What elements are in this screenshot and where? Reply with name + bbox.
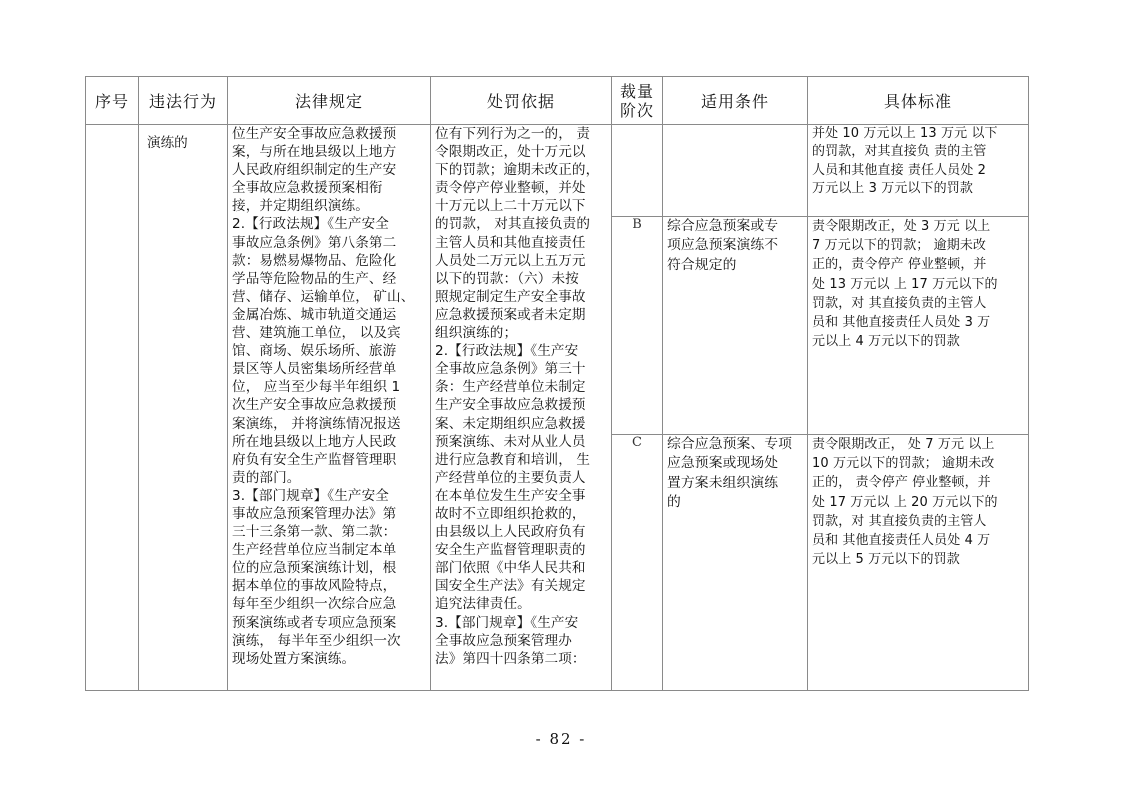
text-line: 并处 10 万元以上 13 万元 以下: [812, 126, 998, 141]
text-line: 生产经营单位应当制定本单: [232, 542, 397, 559]
text-line: 责令限期改正， 处 7 万元 以上: [812, 437, 995, 452]
text-line: 所在地县级以上地方人民政: [232, 433, 397, 450]
text-line: 令限期改正，处十万元以: [435, 144, 586, 161]
text-line: 营、建筑施工单位， 以及宾: [232, 325, 401, 342]
text-line: 综合应急预案、专项: [667, 436, 793, 452]
header-standard: 具体标准: [808, 77, 1029, 125]
text-line: 责的部门。: [232, 469, 301, 486]
text-line: 每年至少组织一次综合应急: [232, 596, 397, 613]
text-line: 员和 其他直接责任人员处 3 万: [812, 314, 991, 330]
serial-number-cell: [86, 125, 139, 691]
text-line: 3.【部门规章】《生产安: [435, 614, 579, 631]
violation-cell: [139, 125, 228, 691]
table-row: [86, 125, 1029, 217]
standard-cell: [808, 435, 1029, 691]
text-line: 预案演练或者专项应急预案: [232, 614, 397, 631]
text-line: 人员和其他直接 责任人员处 2: [812, 162, 987, 178]
text-line: 3.【部门规章】《生产安全: [232, 487, 390, 504]
basis-text: [431, 125, 611, 668]
text-line: 正的， 责令停产 停业整顿，并: [812, 475, 991, 491]
text-line: 10 万元以下的罚款； 逾期未改: [812, 456, 995, 472]
page-number: - 82 -: [535, 730, 587, 748]
text-line: 据本单位的事故风险特点，: [232, 578, 397, 595]
standard-text: [808, 435, 1028, 569]
text-line: 全事故应急预案管理办: [435, 632, 572, 649]
text-line: 应急预案或现场处: [667, 455, 779, 472]
text-line: 营、储存、运输单位， 矿山、: [232, 288, 415, 305]
text-line: 安全生产监督管理职责的: [435, 542, 586, 559]
text-line: 故时不立即组织抢救的，: [435, 505, 586, 522]
header-no: 序号: [86, 77, 139, 125]
text-line: 全事故应急条例》第三十: [435, 361, 586, 378]
text-line: 元以上 5 万元以下的罚款: [812, 552, 960, 568]
text-line: 产经营单位的主要负责人: [435, 469, 586, 486]
text-line: 条：生产经营单位未制定: [435, 379, 586, 396]
text-line: 照规定制定生产安全事故: [435, 288, 586, 305]
header-basis: 处罚依据: [431, 77, 612, 125]
header-level: [612, 77, 663, 125]
text-line: 员和 其他直接责任人员处 4 万: [812, 532, 991, 548]
text-line: 的罚款， 对其直接负责的: [435, 216, 591, 233]
text-line: 国安全生产法》有关规定: [435, 578, 586, 595]
condition-cell: [663, 217, 808, 435]
text-line: 由县级以上人民政府负有: [435, 524, 586, 541]
text-line: 的罚款，对其直接负 责的主管: [812, 144, 987, 160]
text-line: 人民政府组织制定的生产安: [232, 162, 397, 179]
text-line: 全事故应急救援预案相衔: [232, 180, 383, 197]
text-line: 主管人员和其他直接责任: [435, 234, 586, 251]
text-line: 罚款，对 其直接负责的主管人: [812, 295, 987, 311]
text-line: 事故应急条例》第八条第二: [232, 234, 397, 251]
text-line: 罚款，对 其直接负责的主管人: [812, 513, 987, 529]
standard-cell: [808, 125, 1029, 217]
condition-cell: [663, 435, 808, 691]
penalty-standard-table: [85, 76, 1029, 691]
text-line: 组织演练的；: [435, 325, 518, 342]
text-line: 在本单位发生生产安全事: [435, 487, 586, 504]
text-line: 金属冶炼、城市轨道交通运: [232, 306, 397, 323]
law-text: [228, 125, 430, 668]
header-condition: 适用条件: [663, 77, 808, 125]
level-cell: [612, 125, 663, 217]
violation-text: 演练的: [147, 135, 188, 151]
text-line: 事故应急预案管理办法》第: [232, 505, 397, 522]
text-line: 责令停产停业整顿，并处: [435, 180, 586, 197]
text-line: 位生产安全事故应急救援预: [232, 126, 397, 142]
text-line: 正的，责令停产 停业整顿，并: [812, 257, 987, 273]
text-line: 府负有安全生产监督管理职: [232, 451, 397, 468]
standard-text: [808, 125, 1028, 199]
basis-cell: [431, 125, 612, 691]
text-line: 案，与所在地县级以上地方: [232, 144, 397, 161]
text-line: 法》第四十四条第二项：: [435, 650, 586, 667]
text-line: 预案演练、未对从业人员: [435, 433, 586, 450]
text-line: 部门依照《中华人民共和: [435, 560, 586, 577]
text-line: 十万元以上二十万元以下: [435, 198, 586, 215]
text-line: 以下的罚款：（六）未按: [435, 270, 579, 287]
text-line: 的: [667, 494, 681, 511]
header-level-line-2: 阶次: [619, 100, 654, 120]
text-line: 接，并定期组织演练。: [232, 198, 369, 215]
text-line: 进行应急教育和培训， 生: [435, 451, 591, 468]
table-header-row: [86, 77, 1029, 125]
text-line: 馆、商场、娱乐场所、旅游: [232, 343, 397, 360]
text-line: 下的罚款；逾期未改正的，: [435, 162, 600, 179]
text-line: 责令限期改正，处 3 万元 以上: [812, 219, 991, 234]
law-cell: [228, 125, 431, 691]
text-line: 应急救援预案或者未定期: [435, 306, 586, 323]
text-line: 案演练， 并将演练情况报送: [232, 415, 401, 432]
text-line: 次生产安全事故应急救援预: [232, 397, 397, 414]
header-violation: 违法行为: [139, 77, 228, 125]
text-line: 人员处二万元以上五万元: [435, 252, 586, 269]
level-cell: B: [612, 217, 663, 435]
text-line: 7 万元以下的罚款； 逾期未改: [812, 238, 987, 254]
text-line: 学品等危险物品的生产、经: [232, 270, 397, 287]
text-line: 三十三条第一款、第二款：: [232, 524, 397, 541]
text-line: 景区等人员密集场所经营单: [232, 361, 397, 378]
standard-text: [808, 217, 1028, 351]
text-line: 位的应急预案演练计划，根: [232, 560, 397, 577]
level-cell: C: [612, 435, 663, 691]
condition-text: [663, 217, 807, 275]
text-line: 案、未定期组织应急救援: [435, 415, 586, 432]
standard-cell: [808, 217, 1029, 435]
text-line: 款：易燃易爆物品、危险化: [232, 252, 397, 269]
text-line: 2.【行政法规】《生产安: [435, 343, 579, 360]
text-line: 追究法律责任。: [435, 596, 531, 613]
text-line: 元以上 4 万元以下的罚款: [812, 334, 960, 350]
text-line: 万元以上 3 万元以下的罚款: [812, 181, 973, 197]
condition-text: [663, 435, 807, 513]
text-line: 处 13 万元以 上 17 万元以下的: [812, 276, 998, 292]
text-line: 置方案未组织演练: [667, 474, 779, 491]
condition-cell: [663, 125, 808, 217]
text-line: 项应急预案演练不: [667, 237, 779, 254]
text-line: 处 17 万元以 上 20 万元以下的: [812, 494, 998, 510]
text-line: 现场处置方案演练。: [232, 650, 356, 667]
text-line: 2.【行政法规】《生产安全: [232, 216, 390, 233]
text-line: 位有下列行为之一的， 责: [435, 126, 591, 142]
text-line: 位， 应当至少每半年组织 1: [232, 379, 401, 396]
header-level-line-1: 裁量: [619, 81, 654, 101]
text-line: 生产安全事故应急救援预: [435, 397, 586, 414]
text-line: 综合应急预案或专: [667, 218, 779, 234]
text-line: 符合规定的: [667, 256, 737, 273]
header-law: 法律规定: [228, 77, 431, 125]
text-line: 演练， 每半年至少组织一次: [232, 632, 401, 649]
